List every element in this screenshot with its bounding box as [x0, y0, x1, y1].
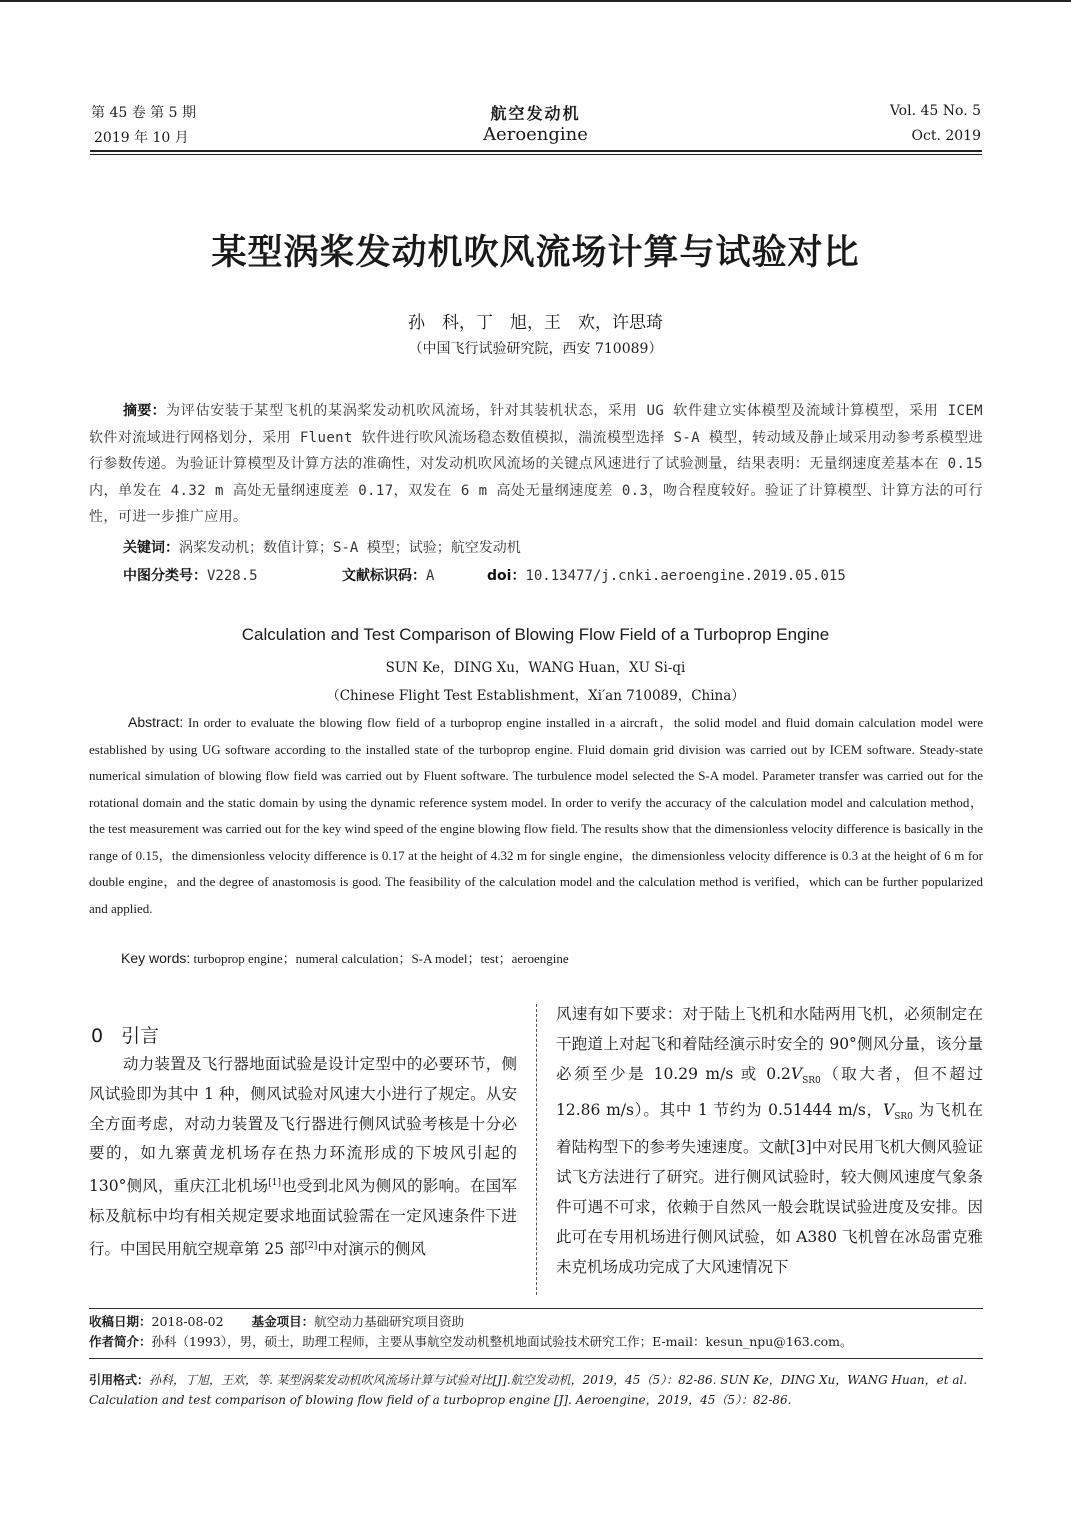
- velocity-symbol-2: V: [882, 1101, 895, 1120]
- english-affiliation: （Chinese Flight Test Establishment，Xi′an 710089，China）: [326, 688, 745, 704]
- abstract-en: [89, 709, 983, 922]
- velocity-subscript: SR0: [802, 1075, 821, 1086]
- abstract-cn: [89, 398, 983, 531]
- cite-text: 孙科，丁旭，王欢，等. 某型涡桨发动机吹风流场计算与试验对比[J].航空发动机，2019，45（5）：82-86. SUN Ke，DING Xu，WANG Huan，et al. Calculation and test comparison of blowing flow field of a turboprop engine [J]. Aeroengine，2019，45（5）：82-86.: [89, 1373, 968, 1407]
- velocity-symbol: V: [790, 1064, 803, 1083]
- keywords-cn-label: 关键词：: [123, 540, 179, 556]
- author-bio: 孙科（1993），男，硕士，助理工程师，主要从事航空发动机整机地面试验技术研究工作；E-mail：kesun_npu@163.com。: [151, 1334, 853, 1349]
- header-rule-thin: [90, 154, 982, 155]
- keywords-cn-text: 涡桨发动机；数值计算；S-A 模型；试验；航空发动机: [179, 540, 521, 556]
- left-text-3: 中对演示的侧风: [317, 1240, 426, 1259]
- abstract-cn-label: 摘要：: [123, 403, 166, 419]
- document-code-value: A: [426, 568, 435, 584]
- header-volume: Vol. 45 No. 5: [889, 103, 981, 119]
- paper-title: 某型涡桨发动机吹风流场计算与试验对比: [211, 232, 860, 273]
- header-journal-en: Aeroengine: [483, 124, 588, 145]
- keywords-en: [121, 948, 569, 967]
- citation-format: [89, 1370, 983, 1410]
- footnote-author: [89, 1332, 853, 1350]
- doi: [487, 565, 846, 585]
- header-journal-cn: 航空发动机: [490, 104, 581, 123]
- citation-1: [1]: [268, 1178, 281, 1189]
- abstract-cn-text: 为评估安装于某型飞机的某涡桨发动机吹风流场，针对其装机状态，采用 UG 软件建立实体模型及流域计算模型，采用 ICEM 软件对流域进行网格划分，采用 Fluent 软件进行吹风流场稳态数值模拟，湍流模型选择 S-A 模型，转动域及静止域采用动参考系模型进行参数传递。为验证计算模型及计算方法的准确性，对发动机吹风流场的关键点风速进行了试验测量，结果表明：无量纲速度差基本在 0.15 内，单发在 4.32 m 高处无量纲速度差 0.17，双发在 6 m 高处无量纲速度差 0.3，吻合程度较好。验证了计算模型、计算方法的可行性，可进一步推广应用。: [89, 403, 983, 525]
- doi-value: 10.13477/j.cnki.aeroengine.2019.05.015: [525, 568, 846, 584]
- received-date: 2018-08-02: [151, 1314, 224, 1329]
- citation-2: [2]: [304, 1240, 318, 1251]
- cite-label: 引用格式：: [89, 1373, 150, 1387]
- footnote-rule: [89, 1308, 983, 1309]
- body-right-column: [556, 1000, 983, 1282]
- left-text-2: 也受到北风为侧风的影响。在国军标及航标中均有相关规定要求地面试验需在一定风速条件下进行。中国民用航空规章第 25 部: [89, 1177, 517, 1259]
- english-title: Calculation and Test Comparison of Blowing Flow Field of a Turboprop Engine: [241, 625, 830, 644]
- left-text-1: 动力装置及飞行器地面试验是设计定型中的必要环节，侧风试验即为其中 1 种，侧风试验对风速大小进行了规定。从安全方面考虑，对动力装置及飞行器进行侧风试验考核是十分必要的，如九寨黄龙机场存在热力环流形成的下坡风引起的 130°侧风，重庆江北机场: [89, 1055, 517, 1196]
- abstract-en-label: Abstract:: [128, 714, 184, 730]
- keywords-en-label: Key words:: [121, 950, 191, 966]
- citation-rule: [89, 1358, 983, 1359]
- right-text-3: 为飞机在着陆构型下的参考失速速度。文献[3]中对民用飞机大侧风验证试飞方法进行了研究。进行侧风试验时，较大侧风速度气象条件可遇不可求，依赖于自然风一般会耽误试验进度及安排。因此可在专用机场进行侧风试验，如 A380 飞机曾在冰岛雷克雅未克机场成功完成了大风速情况下: [556, 1101, 983, 1276]
- keywords-cn: [123, 537, 521, 557]
- author-label: 作者简介：: [89, 1334, 152, 1349]
- document-code: [342, 565, 434, 585]
- header-rule: [90, 150, 982, 152]
- fund-text: 航空动力基础研究项目资助: [314, 1314, 465, 1329]
- right-text-1: 风速有如下要求：对于陆上飞机和水陆两用飞机，必须制定在干跑道上对起飞和着陆经演示时安全的 90°侧风分量，该分量必须至少是 10.29 m/s 或 0.2: [556, 1005, 983, 1083]
- page-top-border: [0, 0, 1071, 2]
- english-authors: SUN Ke，DING Xu，WANG Huan，XU Si-qi: [385, 660, 686, 676]
- received-label: 收稿日期：: [89, 1314, 152, 1329]
- classification-label: 中图分类号：: [123, 568, 207, 584]
- abstract-en-text: In order to evaluate the blowing flow field of a turboprop engine installed in a aircraft，the solid model and fluid domain calculation model were established by using UG software according to the installed state of the turboprop engine. Fluid domain grid division was carried out by ICEM software. Steady-state numerical simulation of blowing flow field was carried out by Fluent software. The turbulence model selected the S-A model. Parameter transfer was carried out for the rotational domain and the static domain by using the dynamic reference system model. In order to verify the accuracy of the calculation model and calculation method，the test measurement was carried out for the key wind speed of the engine blowing flow field. The results show that the dimensionless velocity difference is basically in the range of 0.15，the dimensionless velocity difference is 0.17 at the height of 4.32 m for single engine，the dimensionless velocity difference is 0.3 at the height of 6 m for double engine，and the degree of anastomosis is good. The feasibility of the calculation model and the calculation method is verified，which can be further popularized and applied.: [89, 715, 983, 916]
- header-date-en: Oct. 2019: [911, 128, 981, 144]
- section-heading: [91, 1021, 159, 1048]
- keywords-en-text: turboprop engine；numeral calculation；S-A model；test；aeroengine: [193, 951, 569, 966]
- header-issue: 第 45 卷 第 5 期: [91, 105, 196, 121]
- body-left-column: [89, 1050, 517, 1265]
- fund-label: 基金项目：: [251, 1314, 315, 1329]
- document-code-label: 文献标识码：: [342, 568, 426, 584]
- paper-authors: 孙 科，丁 旭，王 欢，许思琦: [408, 313, 663, 333]
- classification-number: [123, 565, 258, 585]
- section-title: 引言: [121, 1025, 160, 1047]
- classification-value: V228.5: [207, 568, 258, 584]
- column-divider: [536, 1004, 537, 1295]
- doi-label: doi：: [487, 568, 526, 584]
- right-text-2: （取大者，但不超过 12.86 m/s）。其中 1 节约为 0.51444 m/s，: [556, 1064, 983, 1120]
- paper-affiliation: （中国飞行试验研究院，西安 710089）: [408, 341, 663, 357]
- footnote-received: [89, 1312, 464, 1330]
- section-number: 0: [91, 1025, 104, 1047]
- header-date: 2019 年 10 月: [94, 130, 189, 146]
- velocity-subscript-2: SR0: [894, 1112, 913, 1123]
